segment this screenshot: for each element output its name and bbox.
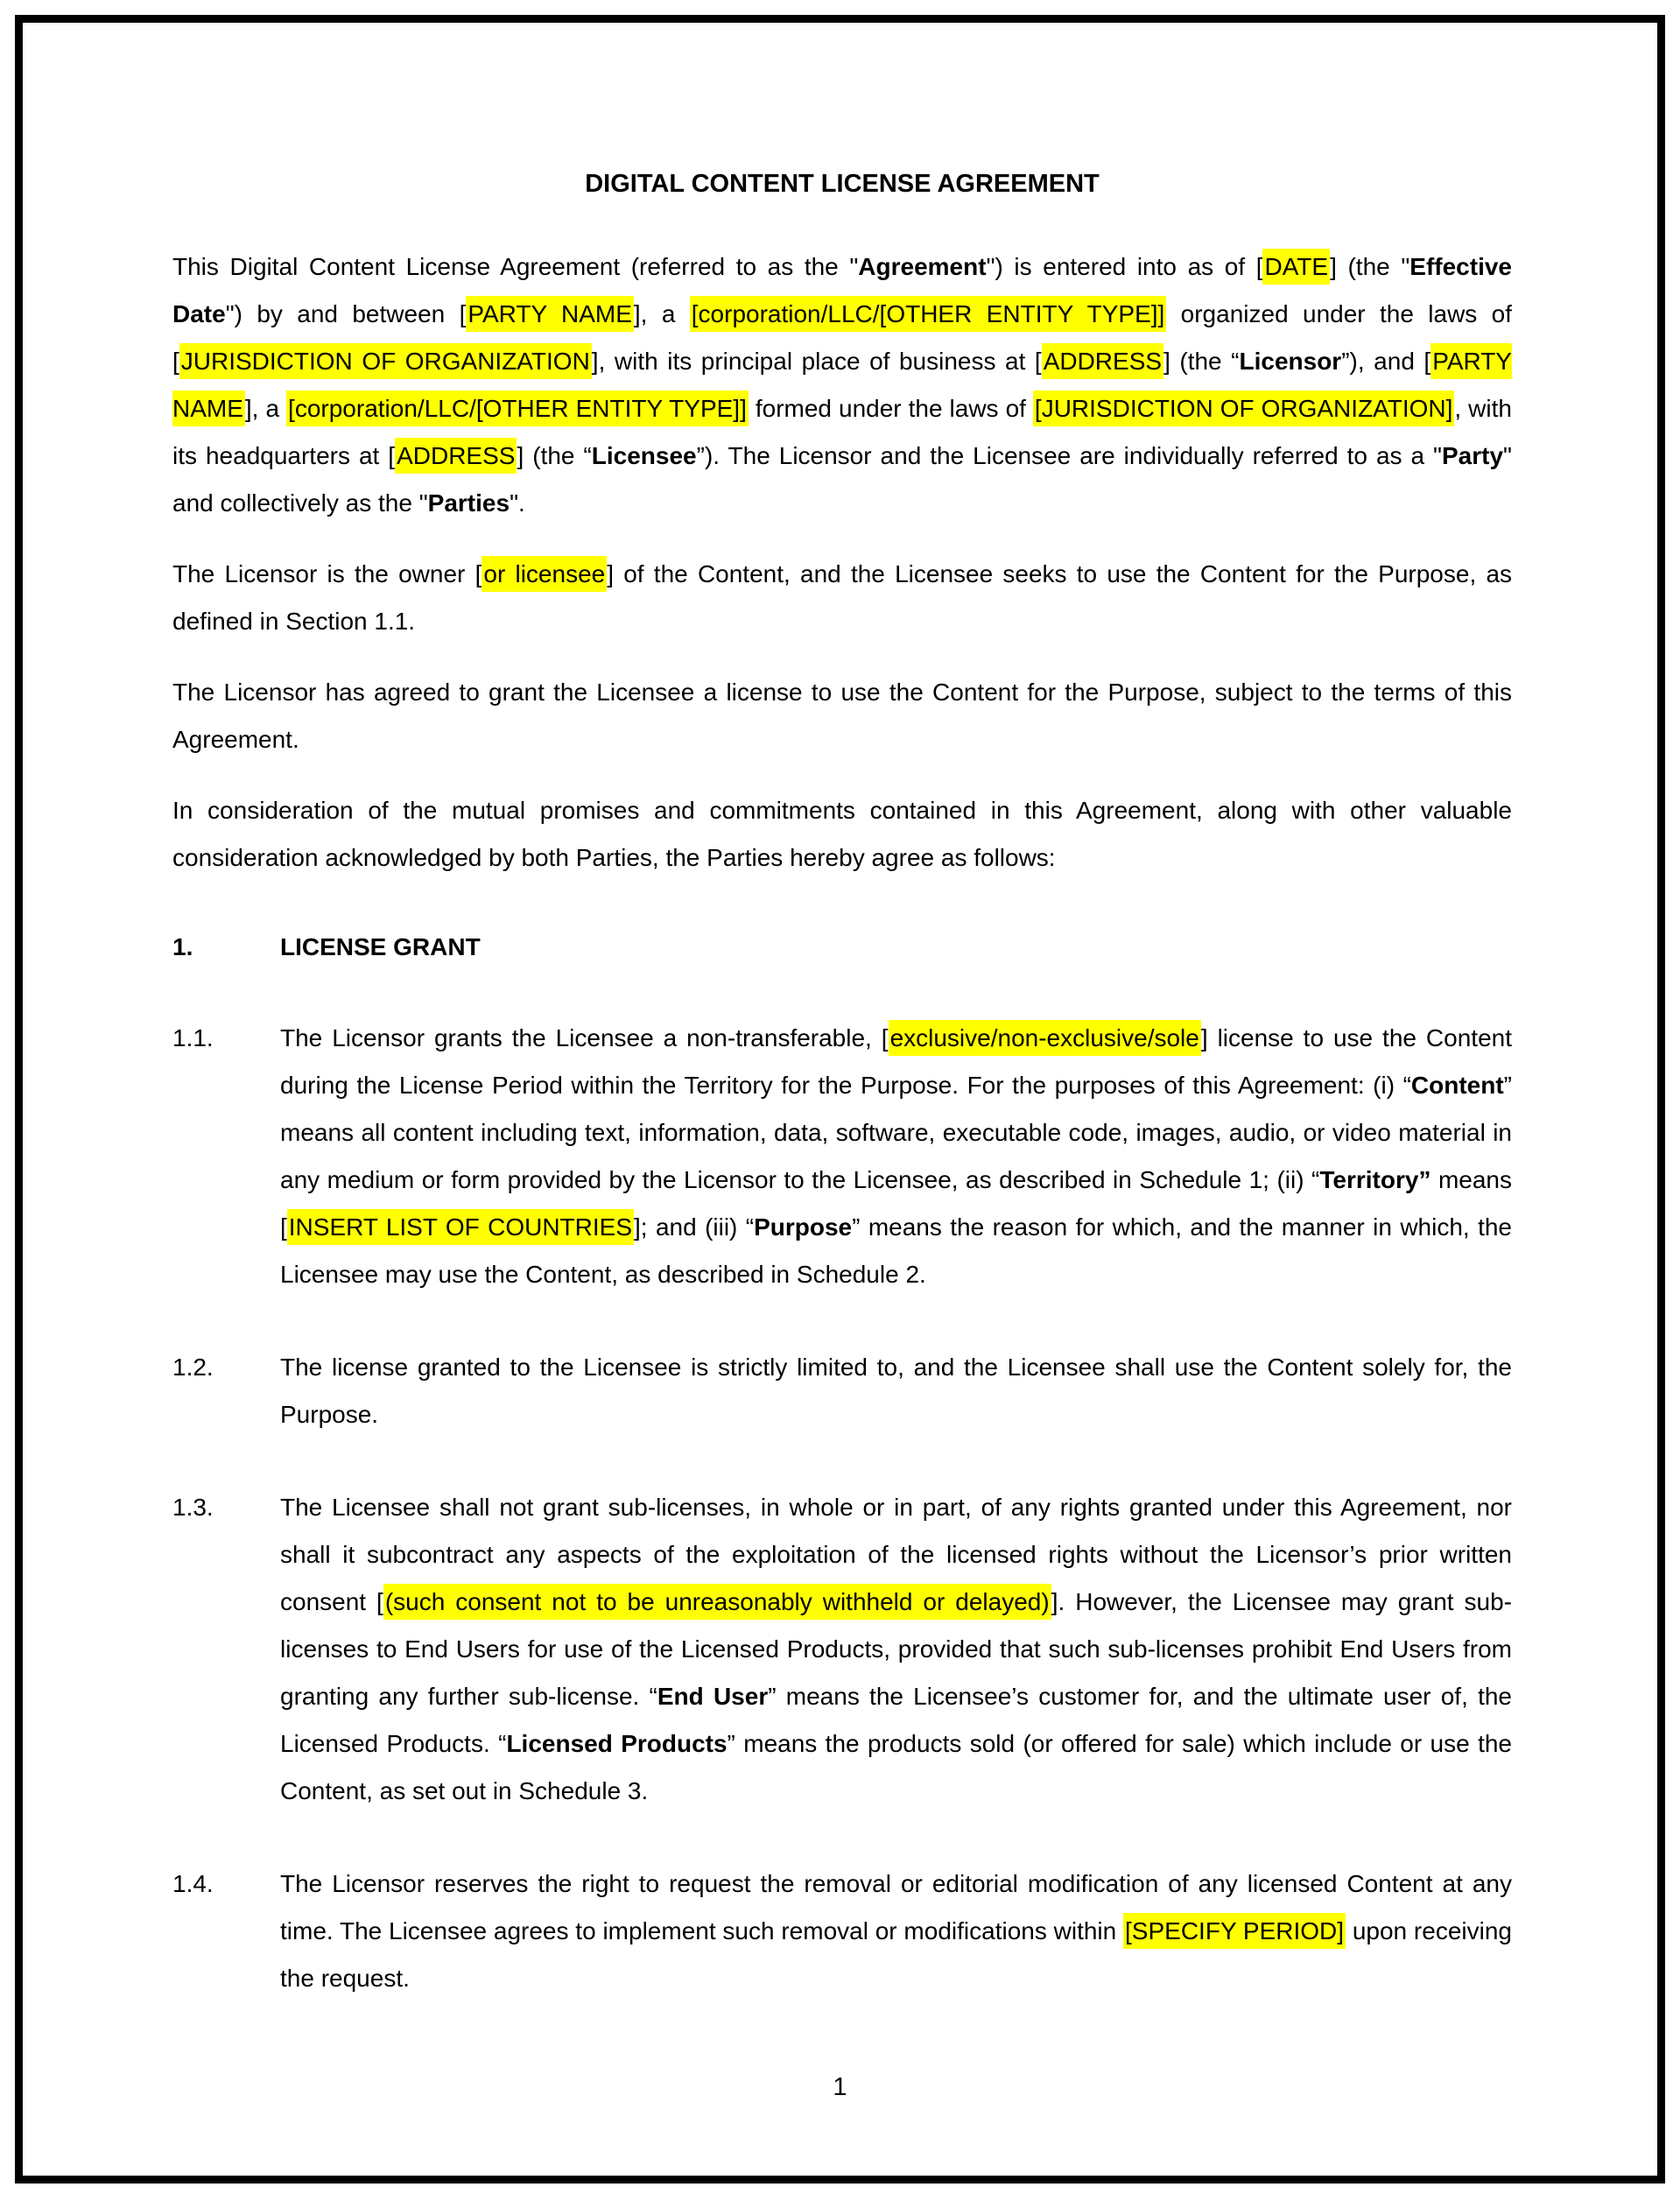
text-run: ] (the “ (517, 442, 592, 469)
text-run: means [ (280, 1166, 1512, 1241)
text-run: ]. However, the Licensee may grant sub-licenses to End Users for use of the Licensed Products, provided that such sub-licenses prohibit End Users from granting any further sub-license. “ (280, 1588, 1512, 1710)
clause-number: 1.4. (172, 1870, 214, 1897)
placeholder-highlight: [corporation/LLC/[OTHER ENTITY TYPE]] (286, 390, 749, 426)
text-run: , with its headquarters at [ (172, 395, 1512, 469)
text-run: ] of the Content, and the Licensee seeks to use the Content for the Purpose, as defined in Section 1.1. (172, 560, 1513, 635)
text-run: ") is entered into as of [ (986, 253, 1263, 280)
text-run: upon receiving the request. (280, 1917, 1512, 1992)
text-run: The Licensor is the owner [ (172, 560, 482, 587)
intro-paragraph (172, 551, 1512, 645)
defined-term: Agreement (858, 253, 987, 280)
text-run: ” means the Licensee’s customer for, and the ultimate user of, the Licensed Products. “ (280, 1683, 1512, 1757)
placeholder-highlight: or licensee (482, 556, 607, 592)
defined-term: Licensed Products (506, 1730, 728, 1757)
text-run: ”), and [ (1341, 348, 1431, 375)
defined-term: Purpose (754, 1213, 853, 1241)
placeholder-highlight: [JURISDICTION OF ORGANIZATION] (1033, 390, 1454, 426)
text-run: formed under the laws of (748, 395, 1033, 422)
text-run: organized under the laws of [ (172, 300, 1513, 375)
text-run: ], with its principal place of business at [ (591, 348, 1042, 375)
section-heading (172, 924, 1512, 971)
text-run: ]; and (iii) “ (634, 1213, 755, 1241)
defined-term: Licensor (1239, 348, 1342, 375)
text-run: ], a (244, 395, 287, 422)
text-run: ") by and between [ (225, 300, 467, 327)
text-run: The license granted to the Licensee is strictly limited to, and the Licensee shall use the Content solely for, the Purpose. (280, 1354, 1512, 1428)
clause-1-1 (172, 1015, 1512, 1298)
clause-1-3 (172, 1484, 1512, 1815)
text-run: ” means the reason for which, and the manner in which, the Licensee may use the Content, as described in Schedule 2. (280, 1213, 1512, 1288)
clause-text (280, 1344, 1512, 1438)
text-run: In consideration of the mutual promises and commitments contained in this Agreement, along with other valuable consideration acknowledged by both Parties, the Parties hereby agree as follows: (172, 797, 1512, 871)
placeholder-highlight: exclusive/non-exclusive/sole (889, 1020, 1201, 1056)
defined-term: Licensee (591, 442, 697, 469)
placeholder-highlight: PARTY NAME (466, 296, 634, 332)
placeholder-highlight: INSERT LIST OF COUNTRIES (287, 1209, 634, 1245)
placeholder-highlight: PARTY NAME (172, 343, 1512, 426)
text-run: ”). The Licensor and the Licensee are individually referred to as a " (696, 442, 1442, 469)
placeholder-highlight: [corporation/LLC/[OTHER ENTITY TYPE]] (690, 296, 1167, 332)
text-run: ” means all content including text, information, data, software, executable code, images, audio, or video material in any medium or form provided by the Licensor to the Licensee, as described in Schedule 1; (ii) “ (280, 1072, 1512, 1193)
defined-term: End User (657, 1683, 769, 1710)
text-run: The Licensee shall not grant sub-licenses, in whole or in part, of any rights granted under this Agreement, nor shall it subcontract any aspects of the exploitation of the licensed rights without the Licensor’s prior written consent [ (280, 1494, 1512, 1615)
document-content (172, 168, 1512, 2048)
section-heading-label: LICENSE GRANT (280, 933, 481, 960)
intro-paragraph (172, 669, 1512, 763)
text-run: The Licensor grants the Licensee a non-transferable, [ (280, 1024, 889, 1051)
text-run: ". (510, 489, 525, 517)
defined-term: Content (1410, 1072, 1504, 1099)
text-run: ], a (633, 300, 690, 327)
text-run: The Licensor reserves the right to request the removal or editorial modification of any licensed Content at any time. The Licensee agrees to implement such removal or modifications within (280, 1870, 1512, 1944)
text-run: The Licensor has agreed to grant the Licensee a license to use the Content for the Purpose, subject to the terms of this Agreement. (172, 679, 1512, 753)
clause-text (280, 1015, 1512, 1298)
text-run: ” means the products sold (or offered for sale) which include or use the Content, as set out in Schedule 3. (280, 1730, 1512, 1804)
clause-number: 1.2. (172, 1354, 214, 1381)
clause-number: 1.3. (172, 1494, 214, 1521)
placeholder-highlight: [SPECIFY PERIOD] (1123, 1913, 1346, 1949)
text-run: ] license to use the Content during the License Period within the Territory for the Purpose. For the purposes of this Agreement: (i) “ (280, 1024, 1512, 1099)
clause-text (280, 1860, 1512, 2002)
text-run: " and collectively as the " (172, 442, 1512, 517)
placeholder-highlight: JURISDICTION OF ORGANIZATION (179, 343, 592, 379)
intro-paragraph (172, 787, 1512, 882)
page-number: 1 (833, 2073, 847, 2101)
document-title: DIGITAL CONTENT LICENSE AGREEMENT (585, 170, 1100, 198)
clause-number: 1.1. (172, 1024, 214, 1051)
placeholder-highlight: (such consent not to be unreasonably withheld or delayed) (383, 1584, 1051, 1620)
clause-text (280, 1484, 1512, 1815)
clause-1-4 (172, 1860, 1512, 2002)
text-run: ] (the " (1330, 253, 1410, 280)
text-run: This Digital Content License Agreement (referred to as the " (172, 253, 859, 280)
intro-paragraph (172, 243, 1512, 527)
defined-term: Party (1442, 442, 1504, 469)
text-run: ] (the “ (1163, 348, 1240, 375)
section-heading-number: 1. (172, 933, 193, 960)
clause-1-2 (172, 1344, 1512, 1438)
placeholder-highlight: ADDRESS (395, 438, 517, 474)
defined-term: Parties (427, 489, 510, 517)
defined-term: Territory” (1319, 1166, 1431, 1193)
defined-term: Effective Date (172, 253, 1512, 327)
placeholder-highlight: ADDRESS (1042, 343, 1163, 379)
placeholder-highlight: DATE (1262, 249, 1330, 285)
